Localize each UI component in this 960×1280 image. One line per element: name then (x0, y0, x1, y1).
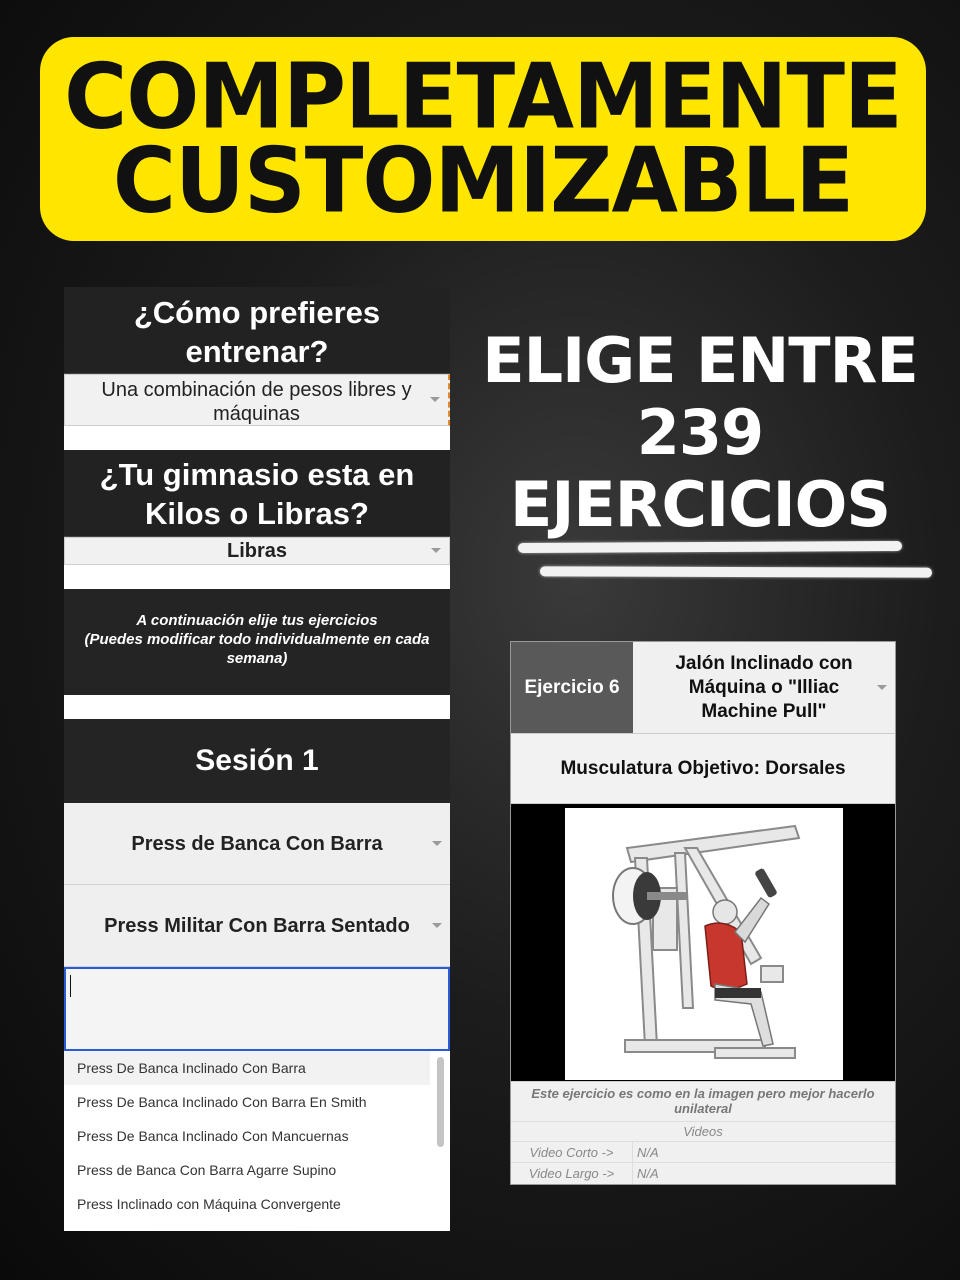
video-long-label: Video Largo -> (511, 1163, 633, 1184)
video-short-label: Video Corto -> (511, 1142, 633, 1162)
headline-line-3: EJERCICIOS (509, 468, 890, 541)
headline-line-2: 239 (636, 396, 764, 469)
training-style-value-line-2: máquinas (213, 403, 300, 425)
weight-unit-select[interactable] (64, 537, 450, 565)
question-1-title-line-1: ¿Cómo prefieres (133, 295, 381, 330)
training-style-value-line-1: Una combinación de pesos libres y (101, 379, 412, 401)
chevron-down-icon[interactable] (877, 685, 887, 690)
banner-line-1: COMPLETAMENTE (64, 44, 902, 150)
chevron-down-icon[interactable] (431, 548, 441, 553)
dropdown-scrollbar[interactable] (437, 1057, 444, 1147)
exercise-note-line-1: Este ejercicio es como en la imagen pero mejor hacerlo (531, 1086, 875, 1101)
spacer-row (64, 565, 450, 589)
spacer-row (64, 426, 450, 450)
video-short-link[interactable]: N/A (637, 1145, 659, 1160)
exercise-note (511, 1082, 895, 1122)
exercise-name-line-1: Jalón Inclinado con (675, 652, 853, 674)
brush-underline-1 (518, 541, 902, 553)
exercise-select-1-value: Press de Banca Con Barra (131, 833, 383, 855)
question-2-header (64, 450, 450, 537)
question-1-title-line-2: entrenar? (185, 334, 329, 369)
machine-illustration (565, 808, 843, 1080)
exercise-name-line-3: Machine Pull" (701, 700, 827, 722)
exercise-dropdown-list[interactable] (64, 1051, 450, 1231)
question-1-header (64, 287, 450, 374)
chevron-down-icon[interactable] (430, 397, 440, 402)
exercise-illustration (565, 808, 843, 1080)
instructions-line-1: A continuación elije tus ejercicios (136, 612, 378, 629)
video-row (511, 1163, 895, 1184)
training-style-select[interactable] (64, 374, 450, 426)
instructions-box (64, 589, 450, 695)
dropdown-option[interactable]: Press De Banca Inclinado Con Barra (64, 1051, 430, 1085)
instructions-line-2: (Puedes modificar todo individualmente en cada (84, 631, 430, 648)
exercise-header-row (511, 642, 895, 734)
spacer-row (64, 695, 450, 719)
chevron-down-icon[interactable] (432, 841, 442, 846)
settings-sheet (64, 287, 450, 1231)
headline-line-1: ELIGE ENTRE (482, 324, 918, 397)
exercise-select-2[interactable] (64, 885, 450, 967)
dropdown-option[interactable]: Press De Banca Inclinado Con Barra En Smith (77, 1094, 367, 1110)
exercise-input-active[interactable] (64, 967, 450, 1051)
banner-line-2: CUSTOMIZABLE (112, 128, 854, 234)
dropdown-option[interactable]: Press Inclinado con Máquina Convergente (77, 1196, 341, 1212)
dropdown-option[interactable]: Press de Banca Con Barra Agarre Supino (77, 1162, 337, 1178)
instructions-line-3: semana) (226, 650, 288, 667)
question-2-title-line-1: ¿Tu gimnasio esta en (99, 457, 415, 492)
exercise-name-line-2: Máquina o "Illiac (688, 676, 840, 698)
video-row (511, 1142, 895, 1163)
brush-underline-2 (540, 566, 932, 577)
session-title: Sesión 1 (64, 719, 450, 803)
title-banner (40, 37, 926, 241)
exercise-note-line-2: unilateral (674, 1101, 732, 1116)
headline (470, 325, 930, 541)
question-2-title-line-2: Kilos o Libras? (145, 496, 369, 531)
target-muscle: Musculatura Objetivo: Dorsales (511, 734, 895, 804)
exercise-number-label: Ejercicio 6 (511, 642, 633, 733)
exercise-name-select[interactable] (633, 642, 895, 733)
chevron-down-icon[interactable] (432, 923, 442, 928)
video-long-link[interactable]: N/A (637, 1166, 659, 1181)
exercise-select-1[interactable] (64, 803, 450, 885)
text-cursor (70, 975, 71, 997)
exercise-image-cell (511, 804, 895, 1082)
exercise-card (510, 641, 896, 1185)
exercise-select-2-value: Press Militar Con Barra Sentado (104, 915, 410, 937)
dropdown-option[interactable]: Press De Banca Inclinado Con Mancuernas (77, 1128, 349, 1144)
videos-header: Videos (511, 1122, 895, 1142)
weight-unit-value: Libras (226, 540, 288, 562)
